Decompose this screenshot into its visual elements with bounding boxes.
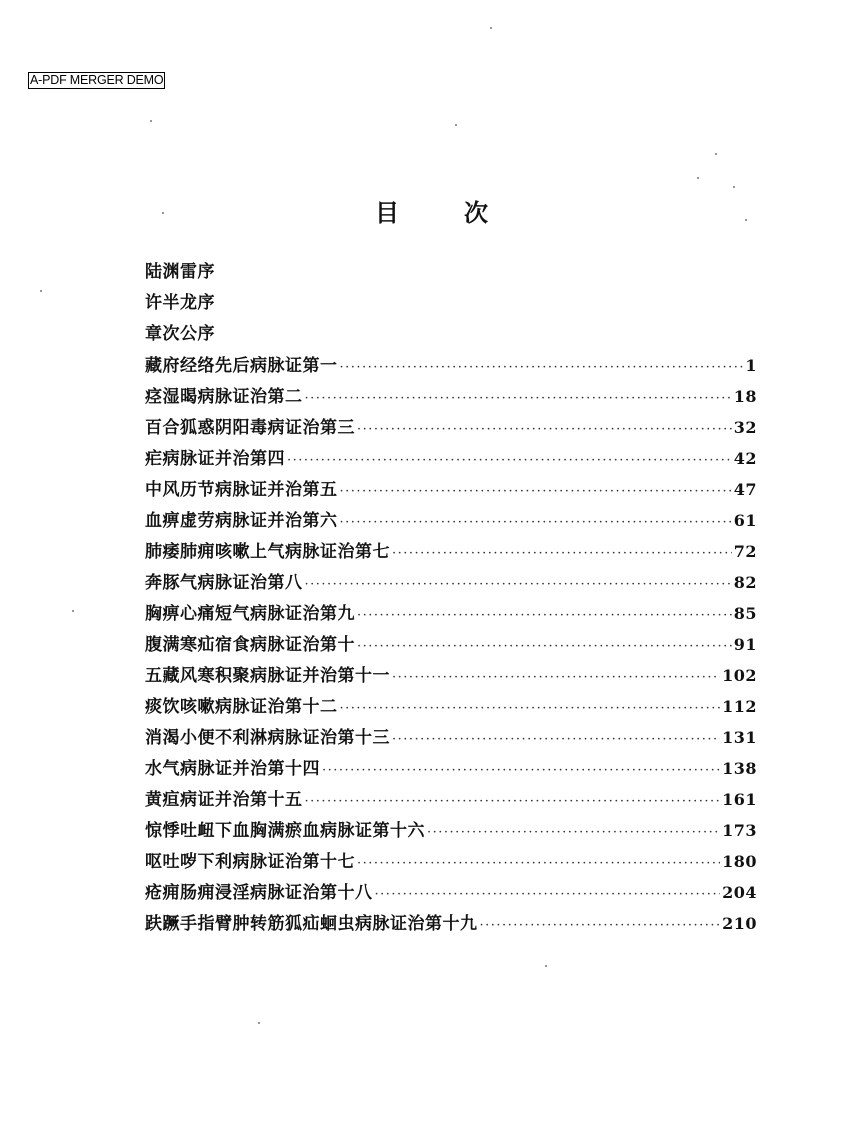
toc-entry-page: 180 <box>722 852 757 871</box>
dot-leader <box>340 352 744 383</box>
scan-speck <box>490 27 492 29</box>
toc-entry-title: 消渴小便不利淋病脉证治第十三 <box>145 728 390 748</box>
toc-entry-page: 82 <box>733 573 757 592</box>
toc-entry-2 <box>145 288 757 319</box>
dot-leader <box>305 786 721 817</box>
scan-speck <box>258 1022 260 1024</box>
toc-entry-title: 黄疸病证并治第十五 <box>145 790 303 810</box>
toc-entry-21 <box>145 877 757 908</box>
toc-entry-title: 疮痈肠痈浸淫病脉证治第十八 <box>145 883 373 903</box>
title-char-2: 次 <box>464 199 491 227</box>
dot-leader <box>375 879 721 910</box>
scan-speck <box>72 610 74 612</box>
toc-entry-9 <box>145 505 757 536</box>
toc-entry-title: 疟病脉证并治第四 <box>145 449 285 469</box>
toc-entry-title: 腹满寒疝宿食病脉证治第十 <box>145 635 355 655</box>
dot-leader <box>427 817 720 848</box>
page-title <box>0 196 866 230</box>
dot-leader <box>357 600 732 631</box>
scan-speck <box>545 965 547 967</box>
toc-entry-title: 趺蹶手指臂肿转筋狐疝蛔虫病脉证治第十九 <box>145 914 478 934</box>
toc-entry-page: 173 <box>722 821 757 840</box>
toc-entry-title: 肺痿肺痈咳嗽上气病脉证治第七 <box>145 542 390 562</box>
table-of-contents <box>145 257 757 939</box>
toc-entry-page: 131 <box>722 728 757 747</box>
toc-entry-title: 呕吐哕下利病脉证治第十七 <box>145 852 355 872</box>
toc-entry-title: 痰饮咳嗽病脉证治第十二 <box>145 697 338 717</box>
toc-entry-7 <box>145 443 757 474</box>
toc-entry-10 <box>145 536 757 567</box>
toc-entry-3 <box>145 319 757 350</box>
title-char-1: 目 <box>375 199 402 227</box>
dot-leader <box>340 507 732 538</box>
toc-entry-16 <box>145 722 757 753</box>
toc-entry-19 <box>145 815 757 846</box>
scan-speck <box>150 120 152 122</box>
dot-leader <box>357 631 732 662</box>
scan-speck <box>455 124 457 126</box>
toc-entry-page: 210 <box>722 914 757 933</box>
toc-entry-6 <box>145 412 757 443</box>
toc-entry-title: 惊悸吐衄下血胸满瘀血病脉证第十六 <box>145 821 425 841</box>
scan-speck <box>733 186 735 188</box>
scan-speck <box>40 290 42 292</box>
toc-entry-title: 百合狐惑阴阳毒病证治第三 <box>145 418 355 438</box>
toc-entry-12 <box>145 598 757 629</box>
toc-entry-20 <box>145 846 757 877</box>
toc-entry-page: 61 <box>733 511 757 530</box>
toc-entry-page: 85 <box>733 604 757 623</box>
toc-entry-title: 藏府经络先后病脉证第一 <box>145 356 338 376</box>
scan-speck <box>162 212 164 214</box>
dot-leader <box>392 662 720 693</box>
dot-leader <box>392 724 720 755</box>
dot-leader <box>305 569 732 600</box>
scan-speck <box>745 219 747 221</box>
watermark-stamp: A-PDF MERGER DEMO <box>30 73 164 87</box>
dot-leader <box>322 755 720 786</box>
toc-entry-page: 32 <box>733 418 757 437</box>
toc-entry-page: 112 <box>722 697 757 716</box>
toc-entry-page: 1 <box>745 356 757 375</box>
toc-entry-page: 42 <box>733 449 757 468</box>
dot-leader <box>480 910 721 941</box>
toc-entry-17 <box>145 753 757 784</box>
dot-leader <box>340 693 721 724</box>
toc-entry-11 <box>145 567 757 598</box>
toc-entry-title: 胸痹心痛短气病脉证治第九 <box>145 604 355 624</box>
toc-entry-18 <box>145 784 757 815</box>
toc-entry-page: 102 <box>722 666 757 685</box>
dot-leader <box>340 476 732 507</box>
toc-entry-page: 47 <box>733 480 757 499</box>
toc-entry-page: 204 <box>722 883 757 902</box>
scan-speck <box>715 153 717 155</box>
toc-entry-15 <box>145 691 757 722</box>
dot-leader <box>357 414 732 445</box>
toc-entry-title: 痉湿暍病脉证治第二 <box>145 387 303 407</box>
toc-entry-4 <box>145 350 757 381</box>
scan-speck <box>697 177 699 179</box>
dot-leader <box>392 538 732 569</box>
toc-entry-page: 91 <box>733 635 757 654</box>
toc-entry-1 <box>145 257 757 288</box>
toc-entry-title: 水气病脉证并治第十四 <box>145 759 320 779</box>
toc-entry-13 <box>145 629 757 660</box>
toc-entry-5 <box>145 381 757 412</box>
toc-entry-page: 72 <box>733 542 757 561</box>
toc-entry-title: 血痹虚劳病脉证并治第六 <box>145 511 338 531</box>
dot-leader <box>357 848 720 879</box>
toc-entry-title: 章次公序 <box>145 324 215 344</box>
dot-leader <box>305 383 732 414</box>
toc-entry-14 <box>145 660 757 691</box>
toc-entry-page: 18 <box>733 387 757 406</box>
toc-entry-title: 五藏风寒积聚病脉证并治第十一 <box>145 666 390 686</box>
toc-entry-title: 中风历节病脉证并治第五 <box>145 480 338 500</box>
toc-entry-page: 138 <box>722 759 757 778</box>
dot-leader <box>287 445 732 476</box>
toc-entry-title: 许半龙序 <box>145 293 215 313</box>
toc-entry-title: 陆渊雷序 <box>145 262 215 282</box>
toc-entry-page: 161 <box>722 790 757 809</box>
toc-entry-8 <box>145 474 757 505</box>
toc-entry-title: 奔豚气病脉证治第八 <box>145 573 303 593</box>
toc-entry-22 <box>145 908 757 939</box>
